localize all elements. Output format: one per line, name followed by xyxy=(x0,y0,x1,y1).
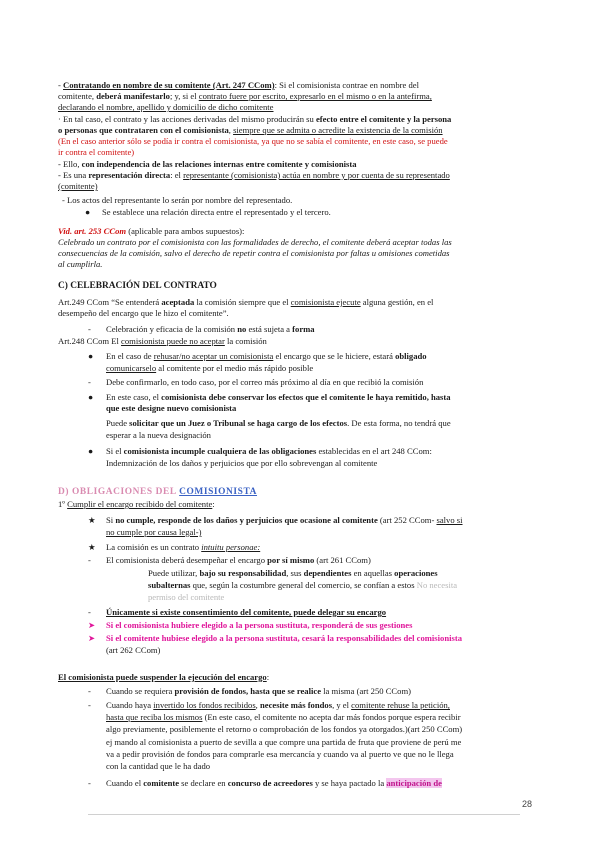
text-line: - Contratando en nombre de su comitente (Art. 247 CCom): Si el comisionista contrae en nombre del xyxy=(58,80,419,90)
text-line: comunicarselo al comitente por el medio más rápido posible xyxy=(106,363,314,373)
dash-marker: - xyxy=(88,778,91,788)
text-line: desempeño del encargo que le hizo el comitente”. xyxy=(58,308,229,318)
text-line: Puede utilizar, bajo su responsabilidad, sus dependientes en aquellas operaciones xyxy=(148,568,438,578)
text-line: subalternas que, según la costumbre general del comercio, se confían a estos No necesita xyxy=(148,580,458,590)
text-line: que este designe nuevo comisionista xyxy=(106,403,237,413)
text-line: o personas que contrataren con el comisionista, siempre que se admita o acredite la existencia de la comisión xyxy=(58,125,443,135)
bullet-icon: ● xyxy=(88,446,94,456)
section-heading-c: C) CELEBRACIÓN DEL CONTRATO xyxy=(58,281,217,291)
dash-marker: - xyxy=(88,686,91,696)
text-line: El comisionista puede suspender la ejecución del encargo: xyxy=(58,672,270,682)
text-line: Se establece una relación directa entre el representado y el tercero. xyxy=(102,207,331,217)
text-line: En este caso, el comisionista debe conservar los efectos que el comitente le haya remitido, hasta xyxy=(106,392,451,402)
text-line: - Los actos del representante lo serán por nombre del representado. xyxy=(62,195,293,205)
text-line: esperar a la nueva designación xyxy=(106,430,211,440)
text-line: Art.248 CCom El comisionista puede no aceptar la comisión xyxy=(58,336,267,346)
text-line: Si el comisionista incumple cualquiera de las obligaciones establecidas en el art 248 CCom: xyxy=(106,446,432,456)
text-line: - Ello, con independencia de las relaciones internas entre comitente y comisionista xyxy=(58,159,357,169)
star-icon: ★ xyxy=(88,515,96,525)
text-line: · En tal caso, el contrato y las acciones derivadas del mismo producirán su efecto entre el comitente y la persona xyxy=(58,114,452,124)
text-line: con la cantidad que le ha dado xyxy=(106,761,211,771)
text-line: declarando el nombre, apellido y domicilio de dicho comitente xyxy=(58,102,274,112)
text-line: El comisionista deberá desempeñar el encargo por sí mismo (art 261 CCom) xyxy=(106,555,371,565)
text-line: Art.249 CCom “Se entenderá aceptada la comisión siempre que el comisionista ejecute alguna gestión, en el xyxy=(58,297,434,307)
dash-marker: - xyxy=(88,555,91,565)
text-line: (En el caso anterior sólo se podía ir contra el comisionista, ya que no se sabía el comitente, en este caso, se puede xyxy=(58,136,448,146)
text-line: (art 262 CCom) xyxy=(106,645,161,655)
text-line: Vid. art. 253 CCom (aplicable para ambos supuestos): xyxy=(58,226,245,236)
footer-divider xyxy=(88,814,520,815)
text-line: no cumple por causa legal-) xyxy=(106,527,202,537)
text-line: Cuando se requiera provisión de fondos, hasta que se realice la misma (art 250 CCom) xyxy=(106,686,411,696)
text-line: va a pedir provisión de fondos para comprarle esa mercancía y cuando va al puerto ve que no le llega xyxy=(106,749,454,759)
text-line: 1º Cumplir el encargo recibido del comitente: xyxy=(58,499,215,509)
dash-marker: - xyxy=(88,377,91,387)
bullet-icon: ● xyxy=(88,351,94,361)
dash-marker: - xyxy=(88,700,91,710)
bullet-icon: ● xyxy=(85,207,91,217)
text-line: (comitente) xyxy=(58,181,98,191)
text-line: Debe confirmarlo, en todo caso, por el correo más próximo al día en que recibió la comisión xyxy=(106,377,424,387)
text-line: Celebrado un contrato por el comisionista con las formalidades de derecho, el comitente deberá aceptar todas las xyxy=(58,237,452,247)
dash-marker: - xyxy=(88,324,91,334)
text-line: ir contra el comitente) xyxy=(58,147,135,157)
text-line: Si el comisionista hubiere elegido a la persona sustituta, responderá de sus gestiones xyxy=(106,620,413,630)
arrow-icon: ➤ xyxy=(88,633,96,643)
text-line: Indemnización de los daños y perjuicios que por ello sobrevengan al comitente xyxy=(106,458,378,468)
text-line: ej mando al comisionista a puerto de sevilla a que compre una partida de fruta que proviene de perú me xyxy=(106,737,462,747)
text-line: Si el comitente hubiese elegido a la persona sustituta, cesará la responsabilidades del comisionista xyxy=(106,633,463,643)
page-number: 28 xyxy=(522,799,533,809)
section-heading-d: D) OBLIGACIONES DEL COMISIONISTA xyxy=(58,487,258,497)
dash-marker: - xyxy=(88,607,91,617)
text-line: Únicamente si existe consentimiento del comitente, puede delegar su encargo xyxy=(106,607,387,617)
star-icon: ★ xyxy=(88,542,96,552)
text-line: La comisión es un contrato intuitu personae: xyxy=(106,542,261,552)
text-line: Cuando haya invertido los fondos recibidos, necesite más fondos, y el comitente rehuse la petición, xyxy=(106,700,450,710)
text-line: Cuando el comitente se declare en concurso de acreedores y se haya pactado la anticipación de xyxy=(106,778,442,788)
text-line: consecuencias de la comisión, salvo el derecho de repetir contra el comisionista por faltas u omisiones cometidas xyxy=(58,248,450,258)
text-line: Celebración y eficacia de la comisión no está sujeta a forma xyxy=(106,324,315,334)
text-line: hasta que reciba los mismos (En este caso, el comitente no acepta dar más fondos porque espera recibir xyxy=(106,712,461,722)
arrow-icon: ➤ xyxy=(88,620,96,630)
text-line: comitente, deberá manifestarlo; y, si el contrato fuere por escrito, expresarlo en el mismo o en la antefirma, xyxy=(58,91,432,101)
text-line: - Es una representación directa: el representante (comisionista) actúa en nombre y por cuenta de su representado xyxy=(58,170,450,180)
text-line: Si no cumple, responde de los daños y perjuicios que ocasione al comitente (art 252 CCom- salvo si xyxy=(106,515,463,525)
text-line: En el caso de rehusar/no aceptar un comisionista el encargo que se le hiciere, estará obligado xyxy=(106,351,427,361)
text-line: Puede solicitar que un Juez o Tribunal se haga cargo de los efectos. De esta forma, no tendrá que xyxy=(106,418,451,428)
text-line: al cumplirla. xyxy=(58,259,103,269)
bullet-icon: ● xyxy=(88,392,94,402)
text-line: algo previamente, posiblemente el retorno o comprobación de los fondos ya otorgados.)(art 250 CCom) xyxy=(106,724,463,734)
text-line: permiso del comitente xyxy=(148,592,225,602)
